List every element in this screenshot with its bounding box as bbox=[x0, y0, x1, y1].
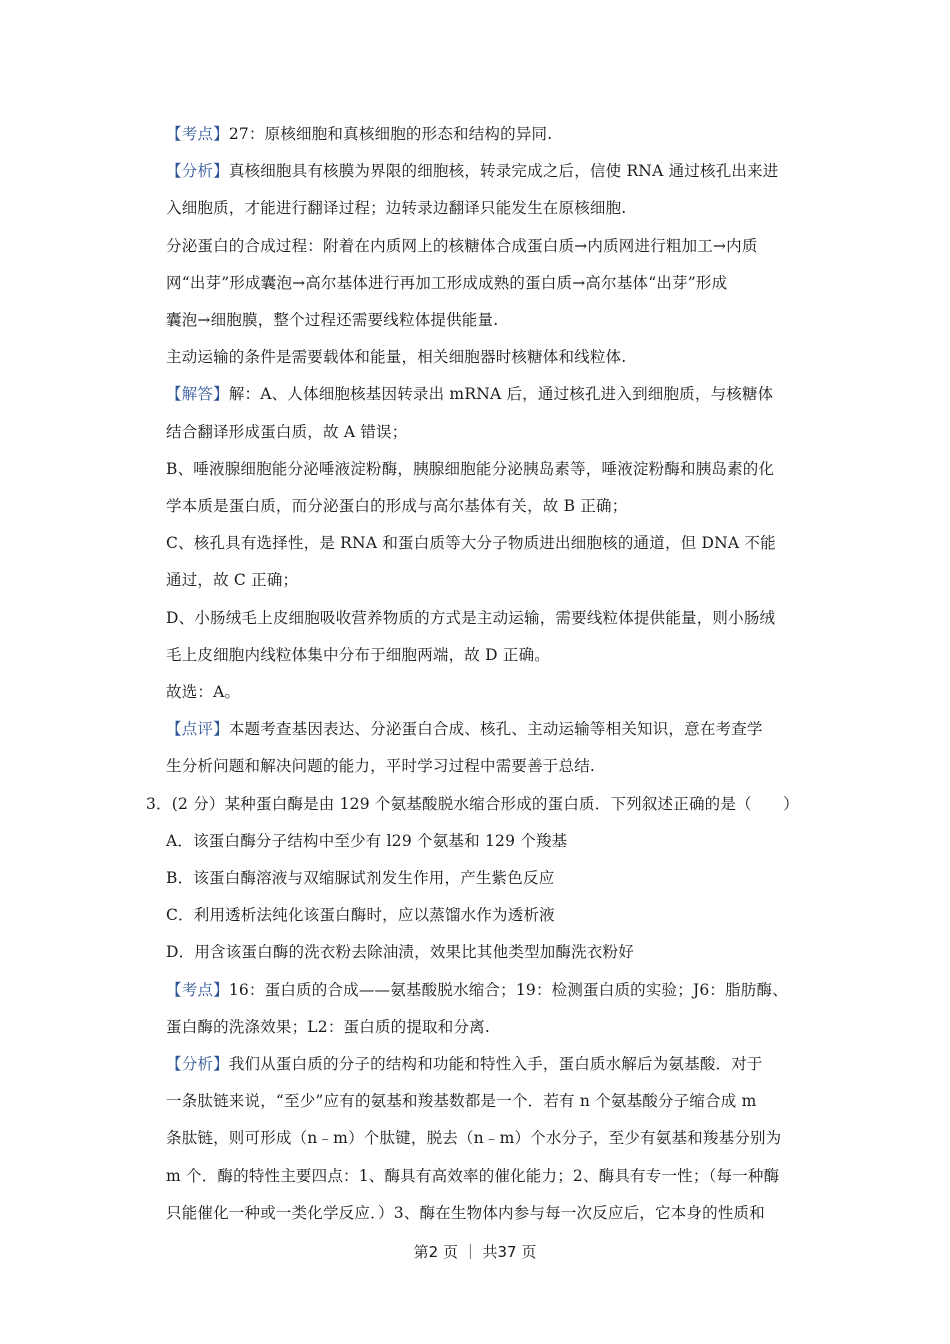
text-line bbox=[166, 153, 811, 190]
line-text: 毛上皮细胞内线粒体集中分布于细胞两端，故 D 正确。 bbox=[166, 645, 550, 664]
page-footer: 第2 页 ｜ 共37 页 bbox=[413, 1243, 537, 1261]
line-text: 一条肽链来说，“至少”应有的氨基和羧基数都是一个．若有 n 个氨基酸分子缩合成 m bbox=[166, 1092, 757, 1111]
text-line bbox=[166, 451, 811, 488]
line-text: 只能催化一种或一类化学反应．）3、酶在生物体内参与每一次反应后，它本身的性质和 bbox=[166, 1203, 765, 1222]
line-text: 蛋白酶的洗涤效果；L2：蛋白质的提取和分离. bbox=[166, 1017, 490, 1036]
section-tag: 【考点】 bbox=[166, 125, 229, 143]
text-line bbox=[166, 265, 811, 302]
line-text: D．用含该蛋白酶的洗衣粉去除油渍，效果比其他类型加酶洗衣粉好 bbox=[166, 943, 634, 962]
line-text: 3．(2 分）某种蛋白酶是由 129 个氨基酸脱水缩合形成的蛋白质．下列叙述正确的是（ ） bbox=[146, 794, 799, 813]
line-text: 分泌蛋白的合成过程：附着在内质网上的核糖体合成蛋白质→内质网进行粗加工→内质 bbox=[166, 236, 758, 255]
line-text: 故选：A。 bbox=[166, 683, 241, 702]
question-stem bbox=[146, 786, 811, 823]
line-text: 结合翻译形成蛋白质，故 A 错误； bbox=[166, 422, 408, 441]
line-text: 通过，故 C 正确； bbox=[166, 571, 299, 590]
text-line bbox=[166, 934, 811, 971]
text-line bbox=[166, 711, 811, 748]
text-line bbox=[166, 1120, 811, 1157]
text-line bbox=[166, 674, 811, 711]
line-text: 本题考查基因表达、分泌蛋白合成、核孔、主动运输等相关知识，意在考查学 bbox=[228, 720, 763, 739]
text-line bbox=[166, 748, 811, 785]
text-line bbox=[166, 972, 811, 1009]
page-body bbox=[146, 116, 811, 1232]
line-text: 解：A、人体细胞核基因转录出 mRNA 后，通过核孔进入到细胞质，与核糖体 bbox=[228, 385, 774, 404]
line-text: 囊泡→细胞膜，整个过程还需要线粒体提供能量. bbox=[166, 311, 499, 330]
line-text: 27：原核细胞和真核细胞的形态和结构的异同. bbox=[228, 125, 553, 143]
line-text: B、唾液腺细胞能分泌唾液淀粉酶，胰腺细胞能分泌胰岛素等，唾液淀粉酶和胰岛素的化 bbox=[166, 459, 775, 478]
section-tag: 【分析】 bbox=[166, 1055, 229, 1074]
line-text: 主动运输的条件是需要载体和能量，相关细胞器时核糖体和线粒体. bbox=[166, 348, 627, 367]
text-line bbox=[166, 302, 811, 339]
text-line bbox=[166, 339, 811, 376]
text-line bbox=[166, 525, 811, 562]
text-line bbox=[166, 228, 811, 265]
text-line bbox=[166, 1083, 811, 1120]
text-line bbox=[166, 1195, 811, 1232]
text-line bbox=[166, 860, 811, 897]
line-text: m 个．酶的特性主要四点：1、酶具有高效率的催化能力；2、酶具有专一性；（每一种酶 bbox=[166, 1166, 780, 1185]
line-text: C、核孔具有选择性，是 RNA 和蛋白质等大分子物质进出细胞核的通道，但 DNA 不能 bbox=[166, 534, 776, 553]
text-line bbox=[166, 414, 811, 451]
text-line bbox=[166, 562, 811, 599]
line-text: 生分析问题和解决问题的能力，平时学习过程中需要善于总结. bbox=[166, 757, 596, 776]
section-tag: 【考点】 bbox=[166, 980, 229, 999]
text-line bbox=[166, 190, 811, 227]
section-tag: 【分析】 bbox=[166, 162, 229, 181]
section-tag: 【点评】 bbox=[166, 720, 229, 739]
line-text: 入细胞质，才能进行翻译过程；边转录边翻译只能发生在原核细胞. bbox=[166, 199, 627, 218]
text-line bbox=[166, 637, 811, 674]
text-line bbox=[166, 600, 811, 637]
line-text: 16：蛋白质的合成——氨基酸脱水缩合；19：检测蛋白质的实验；J6：脂肪酶、 bbox=[228, 980, 788, 999]
line-text: 我们从蛋白质的分子的结构和功能和特性入手，蛋白质水解后为氨基酸．对于 bbox=[228, 1055, 763, 1074]
line-text: 条肽链，则可形成（n﹣m）个肽键，脱去（n﹣m）个水分子，至少有氨基和羧基分别为 bbox=[166, 1129, 782, 1148]
text-line bbox=[166, 823, 811, 860]
text-line bbox=[166, 1046, 811, 1083]
text-line bbox=[166, 116, 811, 153]
text-line bbox=[166, 897, 811, 934]
text-line bbox=[166, 1009, 811, 1046]
line-text: 学本质是蛋白质，而分泌蛋白的形成与高尔基体有关，故 B 正确； bbox=[166, 497, 628, 516]
section-tag: 【解答】 bbox=[166, 385, 229, 404]
line-text: 网“出芽”形成囊泡→高尔基体进行再加工形成成熟的蛋白质→高尔基体“出芽”形成 bbox=[166, 273, 728, 292]
text-line bbox=[166, 1158, 811, 1195]
line-text: A．该蛋白酶分子结构中至少有 l29 个氨基和 129 个羧基 bbox=[166, 831, 568, 850]
text-line bbox=[166, 376, 811, 413]
line-text: B．该蛋白酶溶液与双缩脲试剂发生作用，产生紫色反应 bbox=[166, 869, 555, 888]
text-line bbox=[166, 488, 811, 525]
line-text: C．利用透析法纯化该蛋白酶时，应以蒸馏水作为透析液 bbox=[166, 906, 555, 925]
line-text: 真核细胞具有核膜为界限的细胞核，转录完成之后，信使 RNA 通过核孔出来进 bbox=[228, 162, 779, 181]
line-text: D、小肠绒毛上皮细胞吸收营养物质的方式是主动运输，需要线粒体提供能量，则小肠绒 bbox=[166, 608, 776, 627]
